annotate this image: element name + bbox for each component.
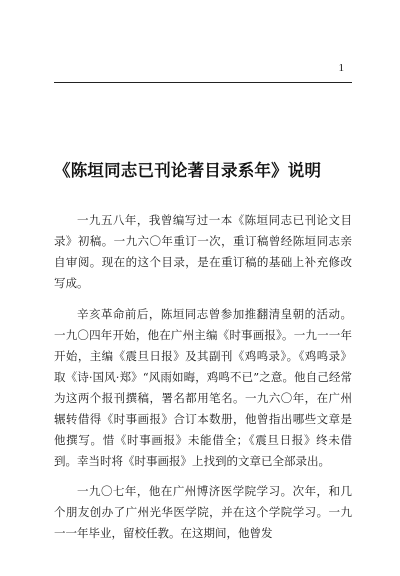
- document-body: [54, 210, 352, 553]
- paragraph-2: 辛亥革命前后，陈垣同志曾参加推翻清皇朝的活动。一九〇四年开始，他在广州主编《时事画报》。一九一一年开始，主编《震旦日报》及其副刊《鸡鸣录》。《鸡鸣录》取《诗·国风·郑》“风雨如晦，鸡鸣不已”之意。他自己经常为这两个报刊撰稿，署名都用笔名。一九六〇年，在广州辗转借得《时事画报》合订本数册，他曾指出哪些文章是他撰写。惜《时事画报》未能借全；《震旦日报》终未借到。幸当时将《时事画报》上找到的文章已全部录出。: [54, 307, 352, 468]
- page-number: 1: [338, 62, 344, 74]
- header-rule: [54, 82, 352, 83]
- paragraph-1: 一九五八年，我曾编写过一本《陈垣同志已刊论文目录》初稿。一九六〇年重订一次，重订稿曾经陈垣同志亲自审阅。现在的这个目录，是在重订稿的基础上补充修改写成。: [54, 213, 352, 290]
- paragraph-3: 一九〇七年，他在广州博济医学院学习。次年，和几个朋友创办了广州光华医学院，并在这个学院学习。一九一一年毕业，留校任教。在这期间，他曾发: [54, 484, 352, 540]
- page-title: 《陈垣同志已刊论著目录系年》说明: [54, 161, 322, 181]
